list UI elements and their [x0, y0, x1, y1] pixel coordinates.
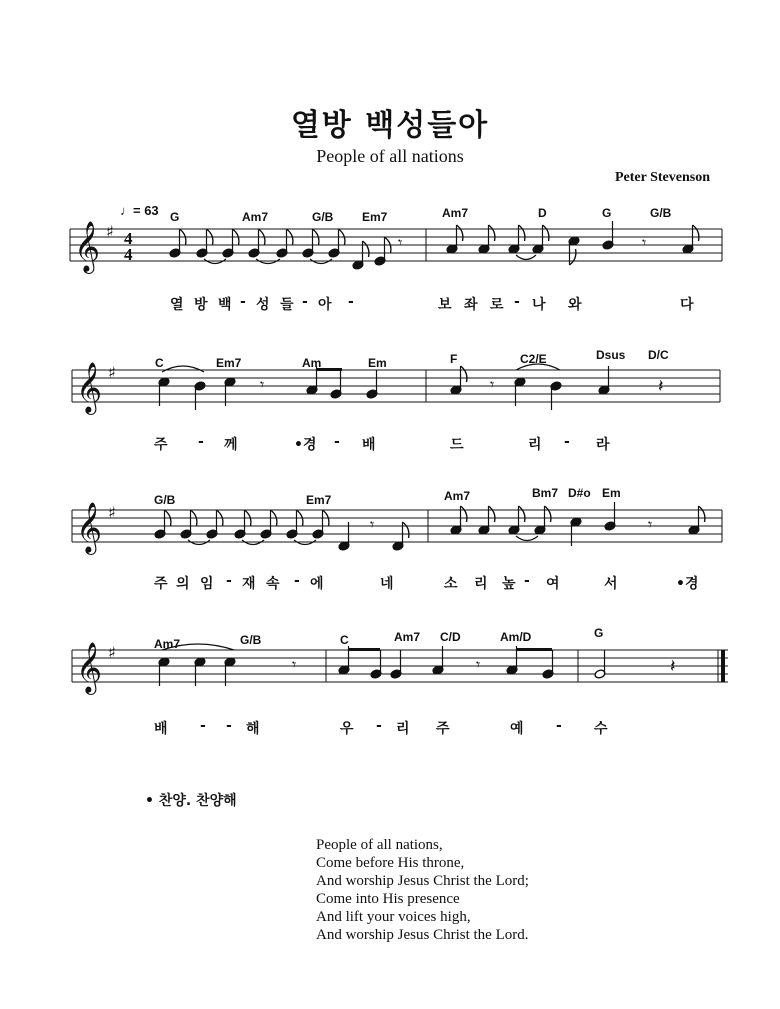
lyric-syllable: 우 — [340, 721, 354, 737]
lyric-syllable: 방 — [194, 297, 208, 313]
chord: Dsus — [596, 348, 626, 362]
lyric-syllable: - — [376, 718, 382, 734]
lyric-syllable: 에 — [310, 576, 324, 592]
chord: C — [340, 633, 349, 647]
lyric-syllable: 수 — [594, 721, 608, 737]
chord: G/B — [650, 206, 672, 220]
lyric-syllable: - — [198, 434, 204, 450]
note-flag — [489, 506, 495, 522]
lyric-row-3 — [0, 573, 780, 593]
lyric-syllable: 리 — [474, 576, 488, 592]
lyric-syllable: 해 — [246, 721, 260, 737]
eighth-rest-icon: 𝄾 — [370, 515, 375, 534]
composer: Peter Stevenson — [615, 170, 710, 185]
lyric-row-4 — [0, 718, 780, 738]
sharp-icon: ♯ — [108, 363, 116, 382]
eighth-rest-icon: 𝄾 — [476, 655, 481, 674]
english-lyrics — [316, 836, 529, 944]
lyric-syllable: - — [294, 573, 300, 589]
lyric-syllable: 드 — [450, 437, 464, 453]
chord: Bm7 — [532, 486, 559, 500]
lyric-syllable: 리 — [396, 721, 410, 737]
lyric-syllable: 보 — [438, 297, 452, 313]
lyric-row-2 — [0, 434, 780, 454]
chord: C2/E — [520, 352, 547, 366]
lyric-syllable: - — [564, 434, 570, 450]
lyric-syllable: 와 — [568, 297, 582, 313]
lyric-syllable: 배 — [154, 721, 168, 737]
chord: G — [594, 626, 604, 640]
english-lyric-line: And lift your voices high, — [316, 909, 471, 925]
lyric-syllable: 다 — [680, 297, 694, 313]
lyric-syllable: - — [524, 573, 530, 589]
treble-clef-icon: 𝄞 — [76, 502, 103, 553]
chord: Am7 — [442, 206, 469, 220]
beam — [348, 648, 380, 651]
chord: G/B — [154, 493, 176, 507]
beam — [516, 648, 552, 651]
tie — [516, 255, 536, 260]
note-flag — [519, 225, 525, 241]
lyric-syllable: 예 — [510, 721, 524, 737]
note-flag — [519, 506, 525, 522]
lyric-syllable: 리 — [528, 437, 542, 453]
lyric-syllable: - — [302, 294, 308, 310]
chord: Em7 — [362, 210, 388, 224]
lyric-syllable: 성 — [256, 297, 270, 313]
eighth-rest-icon: 𝄾 — [292, 655, 297, 674]
lyric-syllable: 소 — [444, 576, 458, 592]
lyric-syllable: - — [200, 718, 206, 734]
chord: D/C — [648, 348, 669, 362]
chord: Am/D — [500, 630, 532, 644]
note-flag — [545, 506, 551, 522]
slur — [162, 366, 204, 372]
lyric-syllable: 여 — [546, 576, 560, 592]
lyric-syllable: - — [226, 573, 232, 589]
eighth-rest-icon: 𝄾 — [490, 375, 495, 394]
eighth-rest-icon: 𝄾 — [260, 375, 265, 394]
lyric-syllable: 재 — [242, 576, 256, 592]
quarter-rest-icon: 𝄽 — [670, 656, 676, 677]
chord: Em7 — [306, 493, 332, 507]
lyric-syllable: •경 — [294, 437, 317, 453]
lyric-syllable: - — [334, 434, 340, 450]
eighth-rest-icon: 𝄾 — [648, 515, 653, 534]
note-flag — [699, 506, 705, 522]
lyric-syllable: 주 — [154, 437, 168, 453]
eighth-rest-icon: 𝄾 — [398, 233, 403, 252]
lyric-syllable: 백 — [218, 297, 232, 313]
lyric-syllable: 열 — [170, 297, 184, 313]
lyric-syllable: 아 — [318, 297, 332, 313]
quarter-rest-icon: 𝄽 — [658, 376, 664, 397]
time-signature-top: 4 — [124, 229, 133, 248]
note-flag — [693, 225, 699, 241]
chord: G/B — [312, 210, 334, 224]
lyric-syllable: 네 — [380, 576, 394, 592]
chord: Am7 — [154, 637, 181, 651]
tie — [516, 536, 538, 541]
lyric-syllable: •경 — [676, 576, 699, 592]
lyric-syllable: 배 — [362, 437, 376, 453]
lyric-syllable: 높 — [502, 576, 516, 592]
sharp-icon: ♯ — [108, 503, 116, 522]
chord: Em7 — [216, 356, 242, 370]
note-flag — [489, 225, 495, 241]
lyric-syllable: 나 — [532, 297, 546, 313]
chord: Am — [302, 356, 322, 370]
english-lyric-line: Come before His throne, — [316, 855, 465, 871]
chord: D — [538, 206, 547, 220]
english-lyric-line: And worship Jesus Christ the Lord. — [316, 927, 529, 943]
song-title: 열방 백성들아 — [290, 108, 490, 143]
chord: G — [170, 210, 180, 224]
lyric-syllable: - — [240, 294, 246, 310]
lyric-syllable: 의 — [176, 576, 190, 592]
lyric-syllable: 속 — [266, 576, 280, 592]
english-lyric-line: People of all nations, — [316, 837, 443, 853]
chord: Am7 — [394, 630, 421, 644]
lyric-row-1 — [0, 294, 780, 314]
chord: G — [602, 206, 612, 220]
lyric-syllable: 주 — [436, 721, 450, 737]
note-flag — [543, 225, 549, 241]
song-subtitle: People of all nations — [316, 146, 464, 166]
time-signature-bottom: 4 — [124, 245, 133, 264]
note-flag — [363, 241, 369, 257]
chord: D#o — [568, 486, 591, 500]
chord: C — [155, 356, 164, 370]
sharp-icon: ♯ — [106, 222, 114, 241]
chord: F — [450, 352, 458, 366]
lyric-syllable: 들 — [280, 297, 294, 313]
lyric-syllable: 께 — [224, 437, 238, 453]
tempo-marking: ♩= 63 — [120, 203, 159, 218]
sharp-icon: ♯ — [108, 643, 116, 662]
lyric-syllable: 주 — [154, 576, 168, 592]
note-flag — [457, 225, 463, 241]
final-barline — [721, 650, 725, 682]
note-flag — [461, 506, 467, 522]
eighth-rest-icon: 𝄾 — [642, 233, 647, 252]
treble-clef-icon: 𝄞 — [76, 362, 103, 413]
note-flag — [570, 249, 576, 265]
lyric-syllable: 임 — [200, 576, 214, 592]
chord: Am7 — [242, 210, 269, 224]
lyric-syllable: - — [514, 294, 520, 310]
footnote: • 찬양. 찬양해 — [145, 793, 237, 809]
note-flag — [403, 522, 409, 538]
chord: Em — [602, 486, 621, 500]
chord: Am7 — [444, 489, 471, 503]
lyric-syllable: 좌 — [464, 297, 478, 313]
note-flag — [461, 366, 467, 382]
english-lyric-line: And worship Jesus Christ the Lord; — [316, 873, 529, 889]
chord: Em — [368, 356, 387, 370]
chord: C/D — [440, 630, 461, 644]
lyric-syllable: - — [348, 294, 354, 310]
treble-clef-icon: 𝄞 — [74, 221, 101, 272]
treble-clef-icon: 𝄞 — [76, 642, 103, 693]
chord: G/B — [240, 633, 262, 647]
lyric-syllable: 서 — [604, 576, 618, 592]
lyric-syllable: 라 — [596, 437, 610, 453]
lyric-syllable: - — [556, 718, 562, 734]
lyric-syllable: 로 — [490, 297, 504, 313]
english-lyric-line: Come into His presence — [316, 891, 460, 907]
lyric-syllable: - — [226, 718, 232, 734]
